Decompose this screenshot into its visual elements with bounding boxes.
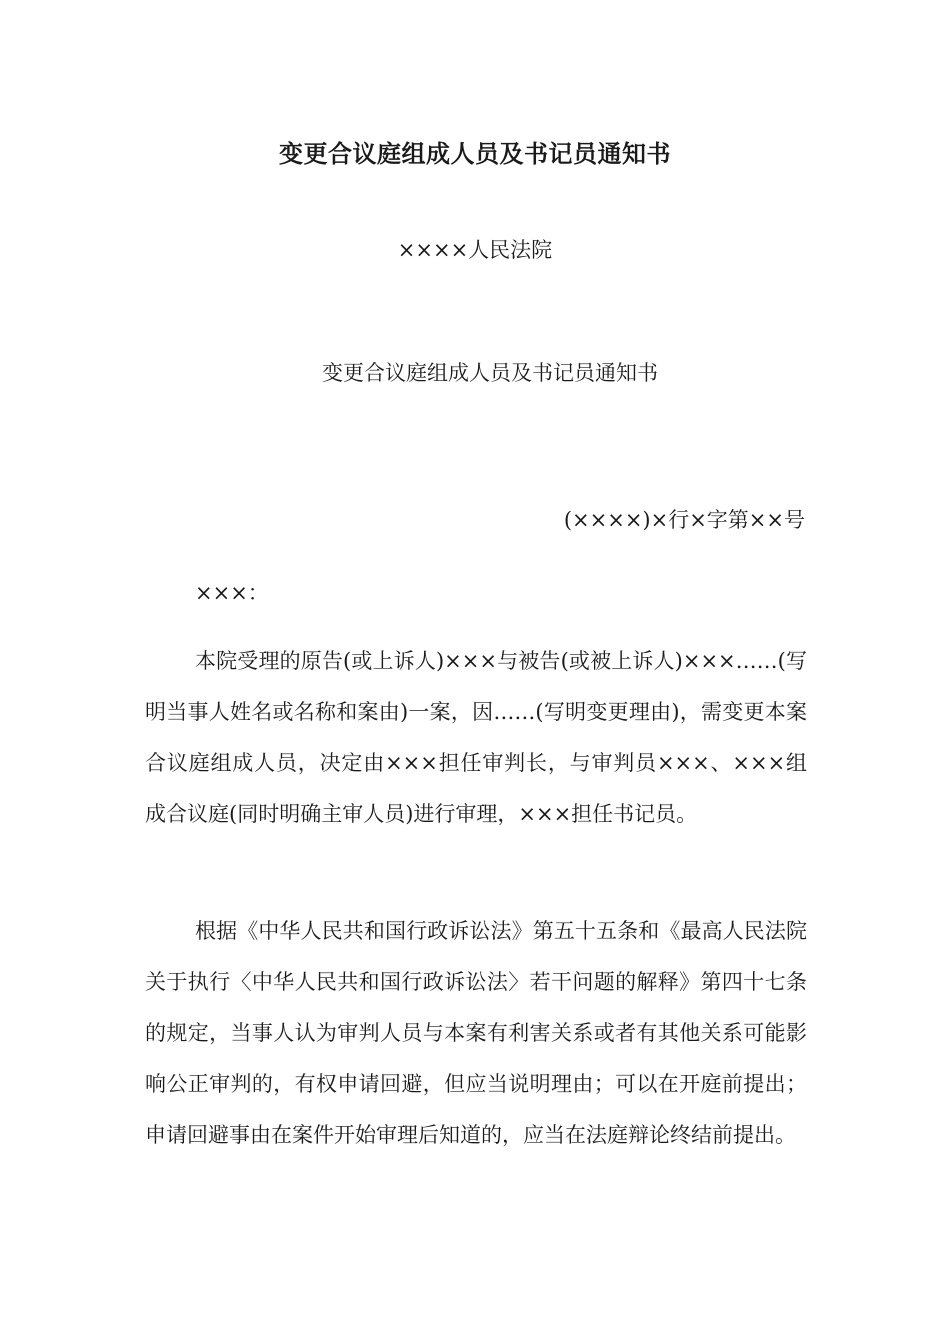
court-name: ××××人民法院: [397, 238, 553, 262]
document-title: 变更合议庭组成人员及书记员通知书: [279, 139, 671, 168]
body-paragraph-1: 本院受理的原告(或上诉人)×××与被告(或被上诉人)×××……(写明当事人姓名或名称和案由)一案，因……(写明变更理由)，需变更本案合议庭组成人员，决定由×××担任审判长，与审判员×××、×××组成合议庭(同时明确主审人员)进行审理，×××担任书记员。: [145, 649, 807, 826]
case-number: (××××)×行×字第××号: [563, 508, 805, 532]
body-paragraph-2: 根据《中华人民共和国行政诉讼法》第五十五条和《最高人民法院关于执行〈中华人民共和国行政诉讼法〉若干问题的解释》第四十七条的规定，当事人认为审判人员与本案有利害关系或者有其他关系可能影响公正审判的，有权申请回避，但应当说明理由；可以在开庭前提出；申请回避事由在案件开始审理后知道的，应当在法庭辩论终结前提出。: [145, 919, 807, 1147]
addressee: ×××：: [195, 581, 269, 605]
notice-title: 变更合议庭组成人员及书记员通知书: [322, 361, 658, 385]
